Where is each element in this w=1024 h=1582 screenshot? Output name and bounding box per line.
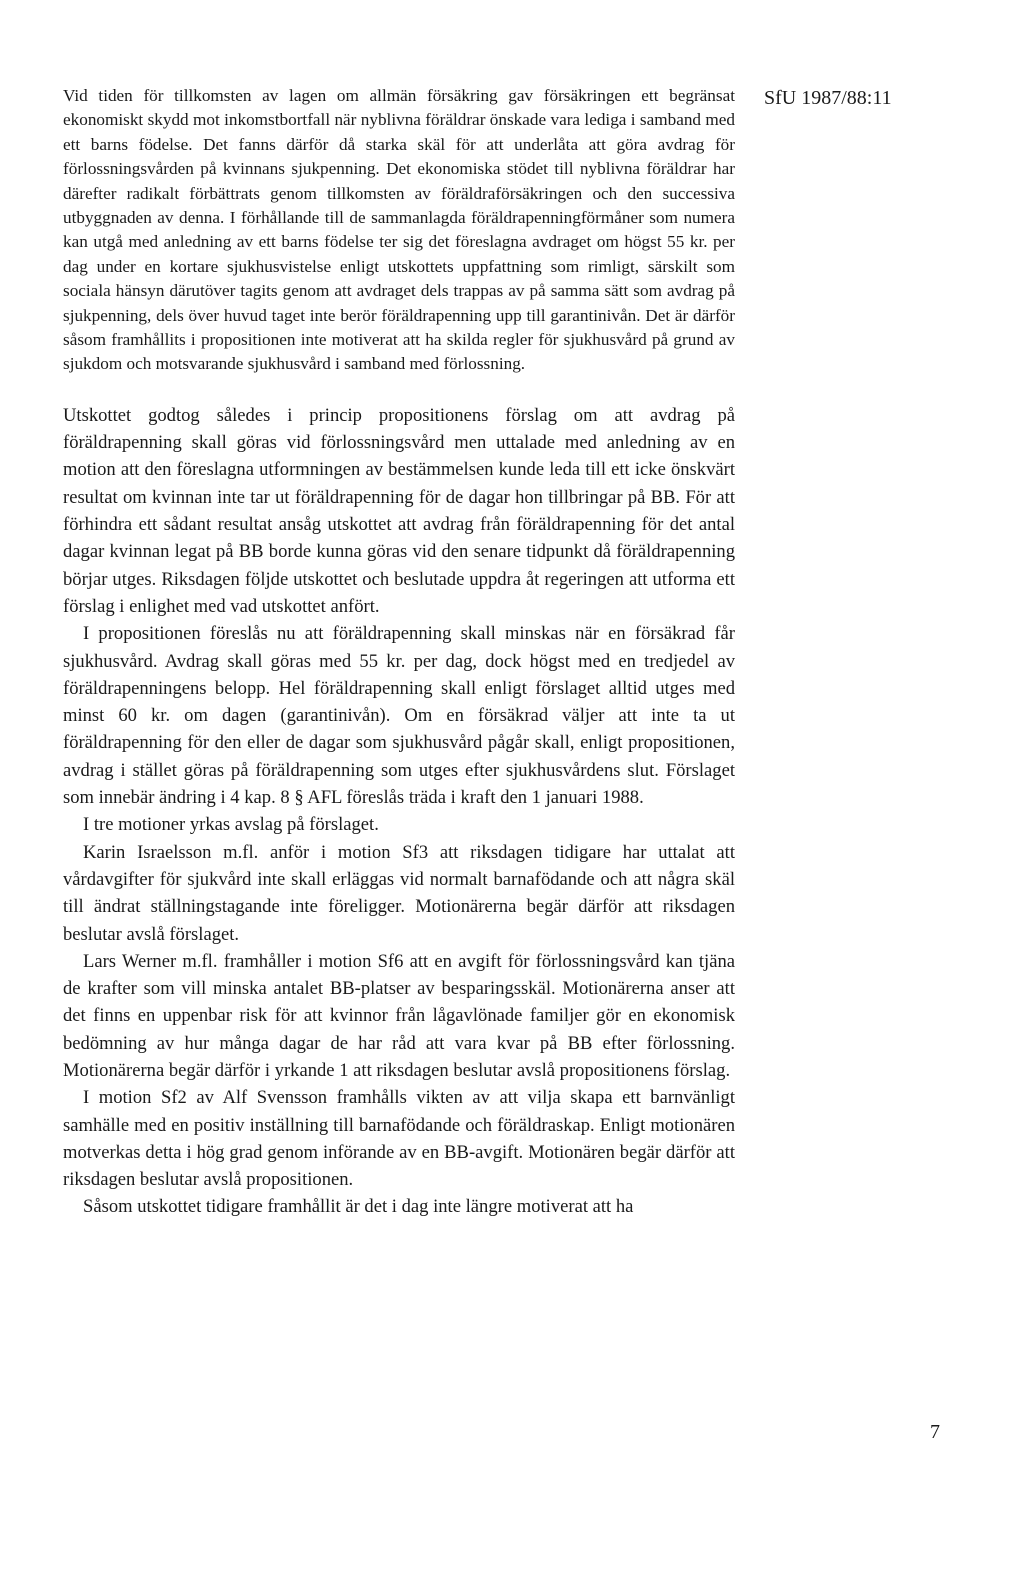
paragraph-motion-sf6: Lars Werner m.fl. framhåller i motion Sf6 att en avgift för förlossningsvård kan tjäna de krafter som vill minska antalet BB-platser av besparingsskäl. Motionärerna anser att det finns en uppenbar risk för att kvinnor från lågavlönade familjer gör en ekonomisk bedömning av hur många dagar de har råd att vara kvar på BB efter förlossning. Motionärerna begär därför i yrkande 1 att riksdagen beslutar avslå propositionens förslag. (63, 950, 735, 1081)
paragraph-proposition: I propositionen föreslås nu att föräldrapenning skall minskas när en försäkrad får sjukhusvård. Avdrag skall göras med 55 kr. per dag, dock högst med en tredjedel av föräldrapenningens belopp. Hel föräldrapenning skall enligt förslaget alltid utges med minst 60 kr. om dagen (garantinivån). Om en försäkrad väljer att inte ta ut föräldrapenning för den eller de dagar som sjukhusvård pågår skall, enligt propositionen, avdrag i stället göras på föräldrapenning som utges efter sjukhusvårdens slut. Förslaget som innebär ändring i 4 kap. 8 § AFL föreslås träda i kraft den 1 januari 1988. (63, 623, 735, 809)
paragraph-background: Vid tiden för tillkomsten av lagen om allmän försäkring gav försäkringen ett begränsat ekonomiskt skydd mot inkomstbortfall när nyblivna föräldrar önskade vara lediga i samband med ett barns födelse. Det fanns därför då starka skäl för att underlåta att göra avdrag för förlossningsvården på kvinnans sjukpenning. Det ekonomiska stödet till nyblivna föräldrar har därefter radikalt förbättrats genom tillkomsten av föräldraförsäkringen och den successiva utbyggnaden av denna. I förhållande till de sammanlagda föräldrapenningförmåner som numera kan utgå med anledning av ett barns födelse ter sig det föreslagna avdraget om högst 55 kr. per dag under en kortare sjukhusvistelse enligt utskottets uppfattning som rimligt, särskilt som sociala hänsyn därutöver tagits genom att avdraget dels trappas av på samma sätt som avdrag på sjukpenning, dels över huvud taget inte berör föräldrapenning upp till garantinivån. Det är därför såsom framhållits i propositionen inte motiverat att ha skilda regler för sjukhusvård på grund av sjukdom och motsvarande sjukhusvård i samband med förlossning. (63, 86, 735, 374)
document-reference: SfU 1987/88:11 (764, 87, 892, 109)
paragraph-committee-position: Utskottet godtog således i princip propositionens förslag om att avdrag på föräldrapenning skall göras vid förlossningsvård men uttalade med anledning av en motion att den föreslagna utformningen av bestämmelsen kunde leda till ett icke önskvärt resultat om kvinnan inte tar ut föräldrapenning för de dagar hon tillbringar på BB. För att förhindra ett sådant resultat ansåg utskottet att avdrag från föräldrapenning för det antal dagar kvinnan legat på BB borde kunna göras vid den senare tidpunkt då föräldrapenning börjar utges. Riksdagen följde utskottet och beslutade uppdra åt regeringen att utforma ett förslag i enlighet med vad utskottet anfört. (63, 404, 735, 617)
paragraph-motion-sf3: Karin Israelsson m.fl. anför i motion Sf3 att riksdagen tidigare har uttalat att vårdavgifter för sjukvård inte skall erläggas vid normalt barnafödande och att några skäl till ändrat ställningstagande inte föreligger. Motionärerna begär därför att riksdagen beslutar avslå förslaget. (63, 841, 735, 945)
paragraph-committee-continuation: Såsom utskottet tidigare framhållit är det i dag inte längre motiverat att ha (83, 1196, 634, 1218)
paragraph-motions-intro: I tre motioner yrkas avslag på förslaget. (83, 814, 379, 836)
paragraph-motion-sf2: I motion Sf2 av Alf Svensson framhålls vikten av att vilja skapa ett barnvänligt samhälle med en positiv inställning till barnafödande och föräldraskap. Enligt motionären motverkas detta i hög grad genom införande av en BB-avgift. Motionären begär därför att riksdagen beslutar avslå propositionen. (63, 1087, 735, 1191)
page-number: 7 (930, 1421, 940, 1443)
body-text-column (63, 84, 735, 1221)
